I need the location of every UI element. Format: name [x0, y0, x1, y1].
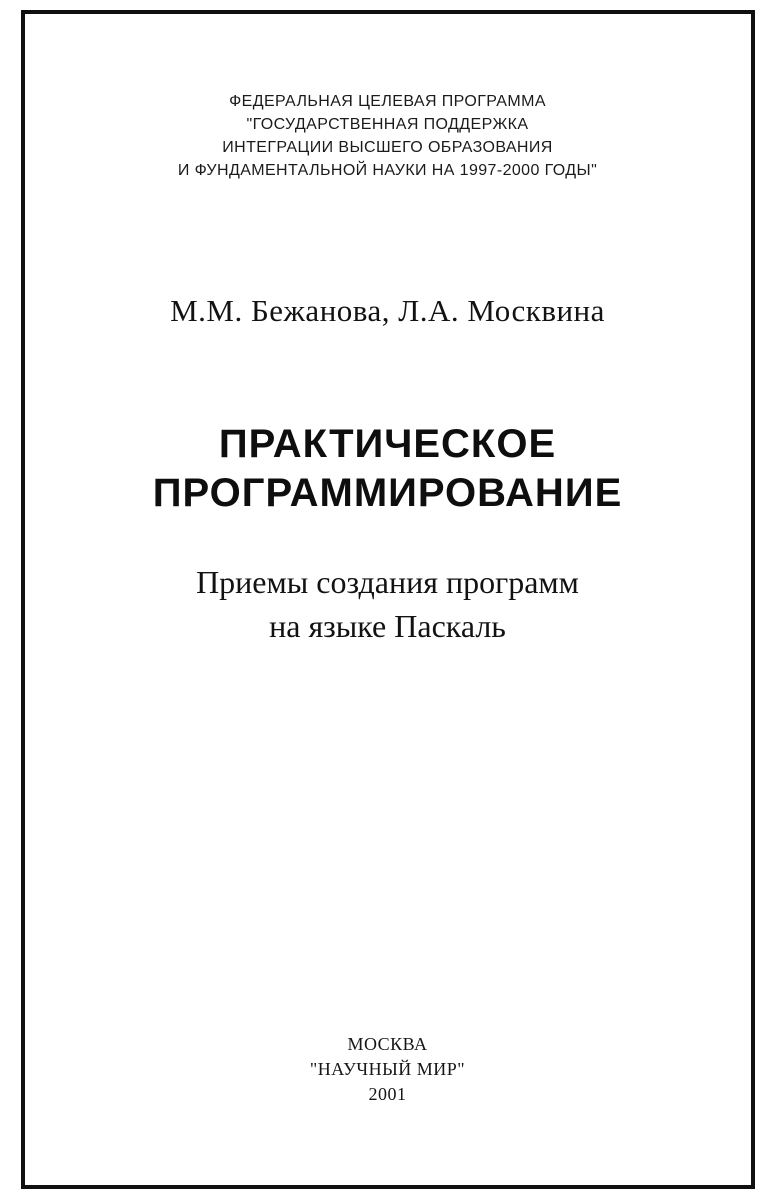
book-title-line: ПРОГРАММИРОВАНИЕ — [152, 471, 623, 515]
program-header-line: ИНТЕГРАЦИИ ВЫСШЕГО ОБРАЗОВАНИЯ — [222, 139, 553, 156]
program-header-line: "ГОСУДАРСТВЕННАЯ ПОДДЕРЖКА — [246, 116, 529, 133]
imprint-city: МОСКВА — [347, 1034, 428, 1054]
book-title — [0, 420, 775, 518]
imprint-block — [0, 1032, 775, 1107]
imprint-year: 2001 — [368, 1084, 407, 1104]
federal-program-header — [0, 90, 775, 182]
book-title-line: ПРАКТИЧЕСКОЕ — [218, 422, 557, 466]
program-header-line: ФЕДЕРАЛЬНАЯ ЦЕЛЕВАЯ ПРОГРАММА — [229, 93, 546, 110]
book-subtitle — [0, 560, 775, 648]
imprint-publisher: "НАУЧНЫЙ МИР" — [309, 1059, 466, 1079]
book-subtitle-line: на языке Паскаль — [269, 608, 506, 644]
authors-line: М.М. Бежанова, Л.А. Москвина — [170, 293, 605, 328]
book-subtitle-line: Приемы создания программ — [196, 564, 579, 600]
program-header-line: И ФУНДАМЕНТАЛЬНОЙ НАУКИ НА 1997-2000 ГОДЫ" — [177, 162, 598, 179]
